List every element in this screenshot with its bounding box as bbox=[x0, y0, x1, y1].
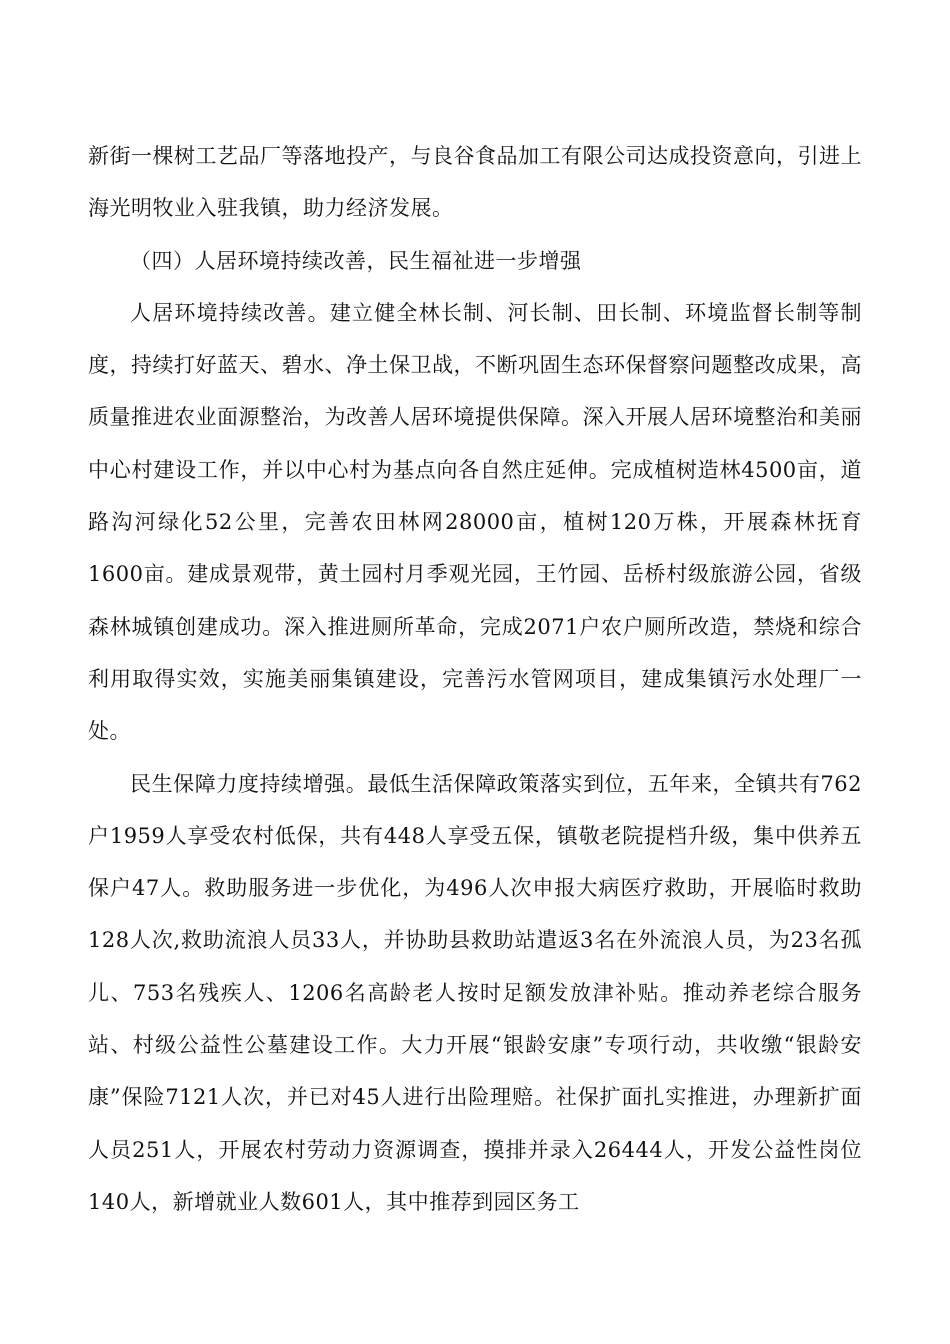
paragraph-living-environment: 人居环境持续改善。建立健全林长制、河长制、田长制、环境监督长制等制度，持续打好蓝天、碧水、净土保卫战，不断巩固生态环保督察问题整改成果，高质量推进农业面源整治，为改善人居环境提供保障。深入开展人居环境整治和美丽中心村建设工作，并以中心村为基点向各自然庄延伸。完成植树造林4500亩，道路沟河绿化52公里，完善农田林网28000亩，植树120万株，开展森林抚育1600亩。建成景观带，黄土园村月季观光园，王竹园、岳桥村级旅游公园，省级森林城镇创建成功。深入推进厕所革命，完成2071户农户厕所改造，禁烧和综合利用取得实效，实施美丽集镇建设，完善污水管网项目，建成集镇污水处理厂一处。 bbox=[88, 300, 862, 744]
paragraph-livelihood-security: 民生保障力度持续增强。最低生活保障政策落实到位，五年来，全镇共有762户1959人享受农村低保，共有448人享受五保，镇敬老院提档升级，集中供养五保户47人。救助服务进一步优化，为496人次申报大病医疗救助，开展临时救助128人次,救助流浪人员33人，并协助县救助站遣返3名在外流浪人员，为23名孤儿、753名残疾人、1206名高龄老人按时足额发放津补贴。推动养老综合服务站、村级公益性公墓建设工作。大力开展“银龄安康”专项行动，共收缴“银龄安康”保险7121人次，并已对45人进行出险理赔。社保扩面扎实推进，办理新扩面人员251人，开展农村劳动力资源调查，摸排并录入26444人，开发公益性岗位140人，新增就业人数601人，其中推荐到园区务工 bbox=[88, 771, 862, 1214]
section-heading: （四）人居环境持续改善，民生福祉进一步增强 bbox=[130, 248, 582, 273]
document-body bbox=[88, 130, 862, 1228]
paragraph-continuation: 新街一棵树工艺品厂等落地投产，与良谷食品加工有限公司达成投资意向，引进上海光明牧业入驻我镇，助力经济发展。 bbox=[88, 144, 862, 221]
